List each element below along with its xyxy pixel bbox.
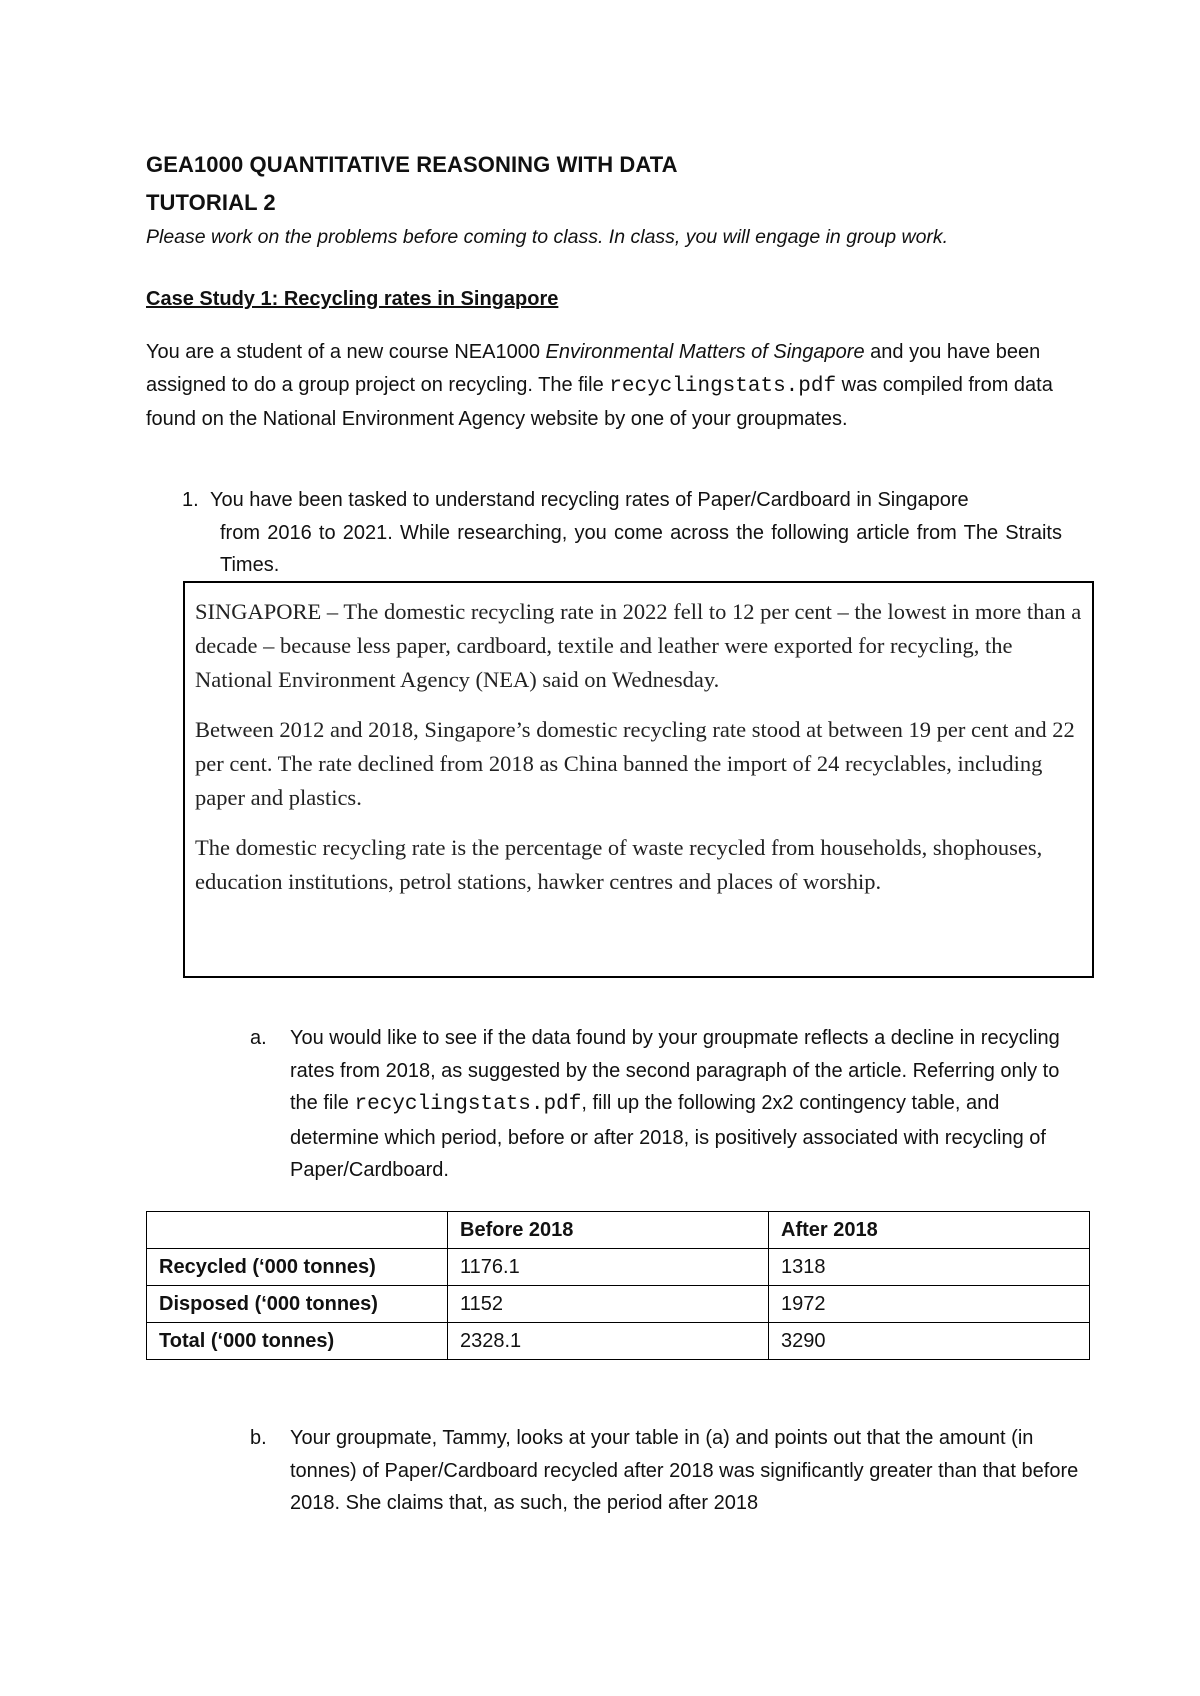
article-paragraph: SINGAPORE – The domestic recycling rate in 2022 fell to 12 per cent – the lowest in more than a decade – because less paper, cardboard, textile and leather were exported for recycling, the National Environment Agency (NEA) said on Wednesday. [195, 599, 1082, 692]
table-row [147, 1323, 1090, 1360]
question-1 [182, 484, 1062, 582]
table-row-label: Disposed (‘000 tonnes) [147, 1286, 448, 1323]
part-a-filename: recyclingstats.pdf [354, 1093, 582, 1116]
table-row [147, 1249, 1090, 1286]
table-row-label: Total (‘000 tonnes) [147, 1323, 448, 1360]
table-cell: 1152 [448, 1286, 769, 1323]
part-b [250, 1422, 1080, 1520]
table-row [147, 1286, 1090, 1323]
intro-filename: recyclingstats.pdf [609, 374, 837, 398]
question-1-text-line1: You have been tasked to understand recycling rates of Paper/Cardboard in Singapore [210, 489, 969, 511]
article-paragraph: The domestic recycling rate is the percentage of waste recycled from households, shophouses, education institutions, petrol stations, hawker centres and places of worship. [195, 835, 1043, 894]
table-header-cell: After 2018 [769, 1212, 1090, 1249]
article-excerpt-box [183, 581, 1094, 978]
intro-text-1: You are a student of a new course NEA1000 [146, 341, 546, 363]
table-cell: 1972 [769, 1286, 1090, 1323]
part-a [250, 1022, 1080, 1187]
table-header-cell [147, 1212, 448, 1249]
table-cell: 3290 [769, 1323, 1090, 1360]
case-study-heading: Case Study 1: Recycling rates in Singapore [146, 288, 559, 310]
tutorial-title: TUTORIAL 2 [146, 190, 276, 215]
table-cell: 2328.1 [448, 1323, 769, 1360]
intro-paragraph [146, 336, 1066, 436]
part-b-text: Your groupmate, Tammy, looks at your table in (a) and points out that the amount (in tonnes) of Paper/Cardboard recycled after 2018 was significantly greater than that before 2018. She claims that, as such, the period after 2018 [290, 1427, 1079, 1514]
table-header-row [147, 1212, 1090, 1249]
question-1-number: 1. [182, 489, 199, 511]
part-a-text-1: You would like to see if the data found by your groupmate reflects a decline in recycling rates from 2018, as suggested by the second paragraph of the article. Referring only to the file [290, 1027, 1060, 1114]
table-row-label: Recycled (‘000 tonnes) [147, 1249, 448, 1286]
table-header-cell: Before 2018 [448, 1212, 769, 1249]
contingency-table [146, 1211, 1090, 1360]
intro-text-2: and you have been assigned to do a group project on recycling. The file [146, 341, 1041, 396]
article-paragraph: Between 2012 and 2018, Singapore’s domestic recycling rate stood at between 19 per cent and 22 per cent. The rate declined from 2018 as China banned the import of 24 recyclables, including paper and plastics. [195, 717, 1075, 810]
question-1-text-rest: from 2016 to 2021. While researching, you come across the following article from The Straits Times. [220, 521, 1062, 576]
intro-text-3: was compiled from data found on the National Environment Agency website by one of your groupmates. [146, 373, 1053, 430]
course-title: GEA1000 QUANTITATIVE REASONING WITH DATA [146, 152, 678, 177]
instructions: Please work on the problems before coming to class. In class, you will engage in group work. [146, 226, 949, 248]
part-a-text-2: , fill up the following 2x2 contingency table, and determine which period, before or after 2018, is positively associated with recycling of Paper/Cardboard. [290, 1092, 1046, 1181]
intro-course-name: Environmental Matters of Singapore [545, 341, 865, 363]
part-b-label: b. [250, 1427, 267, 1449]
part-a-label: a. [250, 1027, 267, 1049]
table-cell: 1176.1 [448, 1249, 769, 1286]
table-cell: 1318 [769, 1249, 1090, 1286]
